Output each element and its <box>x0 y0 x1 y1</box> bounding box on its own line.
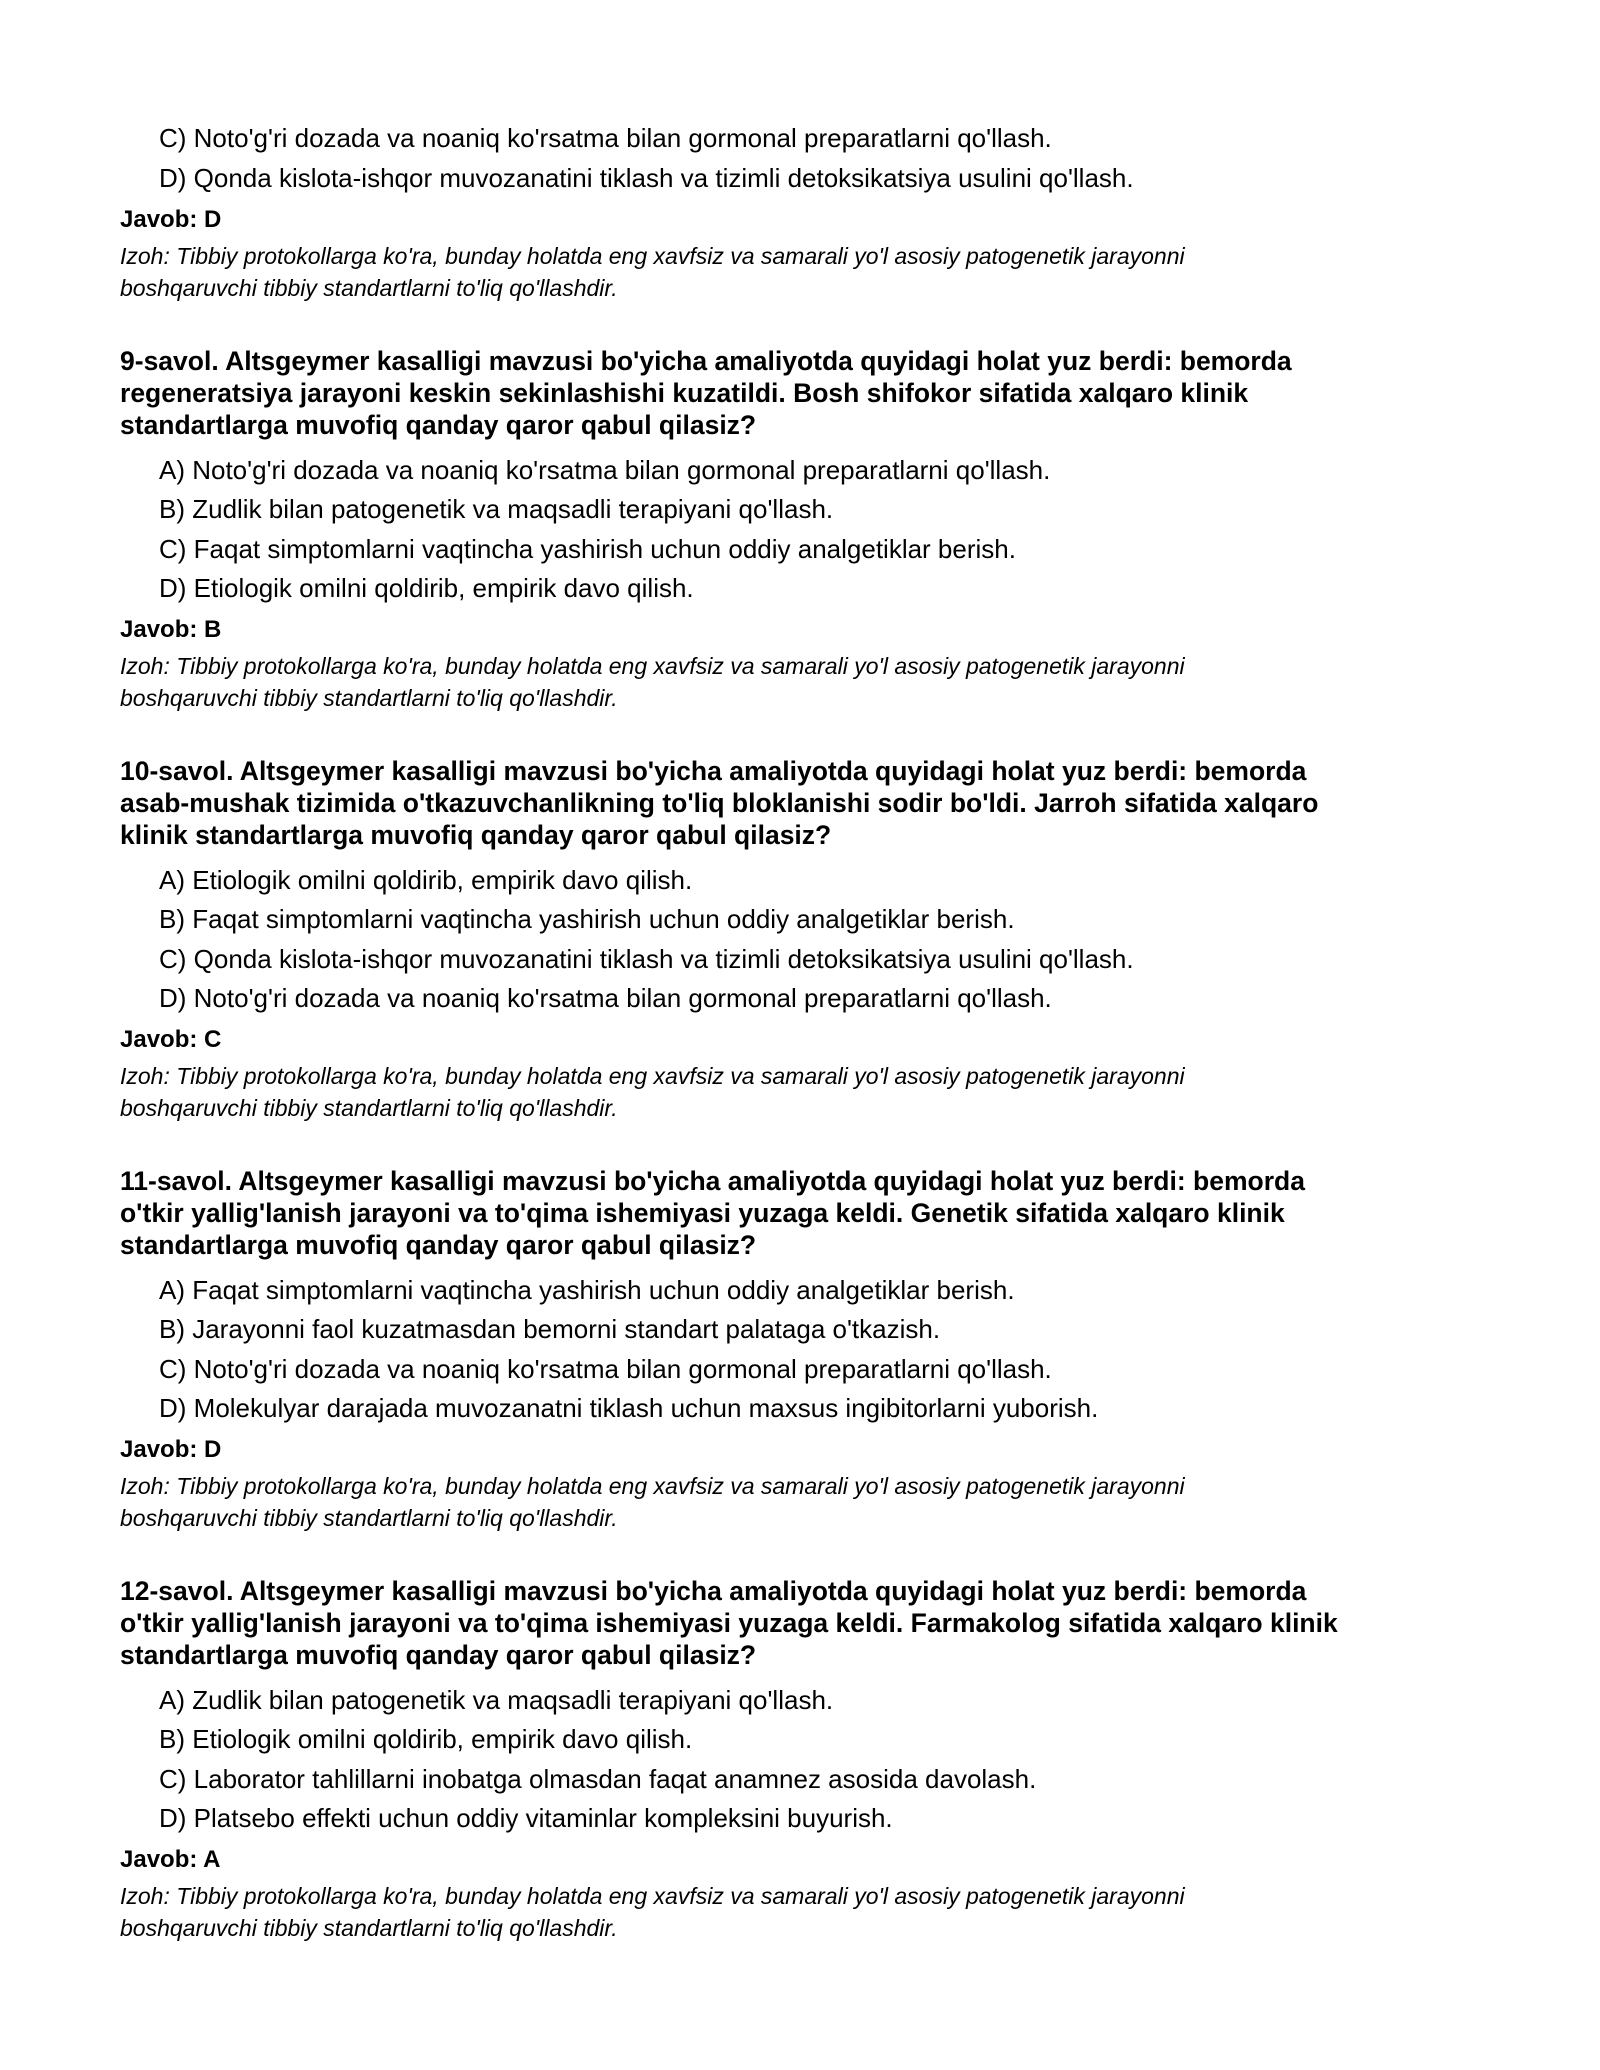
explanation-note <box>120 1880 1460 1944</box>
question-12-text <box>120 1575 1520 1671</box>
option-a: A) Zudlik bilan patogenetik va maqsadli terapiyani qo'llash. <box>159 1685 834 1715</box>
explanation-note <box>120 650 1460 714</box>
explanation-line: Izoh: Tibbiy protokollarga ko'ra, bunday holatda eng xavfsiz va samarali yo'l asosiy patogenetik jarayonni <box>120 1473 1185 1499</box>
answer-label: Javob: A <box>120 1846 221 1873</box>
answer-label: Javob: B <box>120 616 222 643</box>
question-line: 12-savol. Altsgeymer kasalligi mavzusi bo'yicha amaliyotda quyidagi holat yuz berdi: bemorda <box>120 1576 1307 1606</box>
option-a: A) Faqat simptomlarni vaqtincha yashirish uchun oddiy analgetiklar berish. <box>159 1275 1015 1305</box>
explanation-line: boshqaruvchi tibbiy standartlarni to'liq qo'llashdir. <box>120 275 618 301</box>
explanation-line: boshqaruvchi tibbiy standartlarni to'liq qo'llashdir. <box>120 1095 618 1121</box>
explanation-line: boshqaruvchi tibbiy standartlarni to'liq qo'llashdir. <box>120 685 618 711</box>
option-d: D) Platsebo effekti uchun oddiy vitaminlar kompleksini buyurish. <box>159 1803 893 1833</box>
answer-label: Javob: D <box>120 206 222 233</box>
option-a: A) Noto'g'ri dozada va noaniq ko'rsatma bilan gormonal preparatlarni qo'llash. <box>159 455 1051 485</box>
option-d: D) Qonda kislota-ishqor muvozanatini tiklash va tizimli detoksikatsiya usulini qo'llash. <box>159 163 1134 193</box>
question-11-text <box>120 1165 1520 1261</box>
question-9-text <box>120 345 1520 441</box>
option-c: C) Laborator tahlillarni inobatga olmasdan faqat anamnez asosida davolash. <box>159 1764 1037 1794</box>
explanation-line: Izoh: Tibbiy protokollarga ko'ra, bunday holatda eng xavfsiz va samarali yo'l asosiy patogenetik jarayonni <box>120 1883 1185 1909</box>
explanation-note <box>120 1470 1460 1534</box>
explanation-note <box>120 240 1460 304</box>
explanation-line: Izoh: Tibbiy protokollarga ko'ra, bunday holatda eng xavfsiz va samarali yo'l asosiy patogenetik jarayonni <box>120 1063 1185 1089</box>
option-c: C) Noto'g'ri dozada va noaniq ko'rsatma bilan gormonal preparatlarni qo'llash. <box>159 1354 1052 1384</box>
option-d: D) Molekulyar darajada muvozanatni tiklash uchun maxsus ingibitorlarni yuborish. <box>159 1393 1099 1423</box>
answer-label: Javob: C <box>120 1026 222 1053</box>
question-10-text <box>120 755 1520 851</box>
question-line: standartlarga muvofiq qanday qaror qabul qilasiz? <box>120 1230 757 1260</box>
question-line: klinik standartlarga muvofiq qanday qaror qabul qilasiz? <box>120 820 832 850</box>
explanation-line: boshqaruvchi tibbiy standartlarni to'liq qo'llashdir. <box>120 1915 618 1941</box>
question-line: 9-savol. Altsgeymer kasalligi mavzusi bo'yicha amaliyotda quyidagi holat yuz berdi: bemorda <box>120 346 1292 376</box>
option-b: B) Etiologik omilni qoldirib, empirik davo qilish. <box>159 1724 693 1754</box>
question-line: regeneratsiya jarayoni keskin sekinlashishi kuzatildi. Bosh shifokor sifatida xalqaro klinik <box>120 378 1249 408</box>
explanation-line: boshqaruvchi tibbiy standartlarni to'liq qo'llashdir. <box>120 1505 618 1531</box>
explanation-line: Izoh: Tibbiy protokollarga ko'ra, bunday holatda eng xavfsiz va samarali yo'l asosiy patogenetik jarayonni <box>120 653 1185 679</box>
question-line: 11-savol. Altsgeymer kasalligi mavzusi bo'yicha amaliyotda quyidagi holat yuz berdi: bemorda <box>120 1166 1305 1196</box>
option-b: B) Zudlik bilan patogenetik va maqsadli terapiyani qo'llash. <box>159 494 834 524</box>
question-line: asab-mushak tizimida o'tkazuvchanlikning to'liq bloklanishi sodir bo'ldi. Jarroh sifatida xalqaro <box>120 788 1319 818</box>
option-b: B) Jarayonni faol kuzatmasdan bemorni standart palataga o'tkazish. <box>159 1314 941 1344</box>
question-line: o'tkir yallig'lanish jarayoni va to'qima ishemiyasi yuzaga keldi. Genetik sifatida xalqaro klinik <box>120 1198 1285 1228</box>
answer-label: Javob: D <box>120 1436 222 1463</box>
question-line: standartlarga muvofiq qanday qaror qabul qilasiz? <box>120 1640 757 1670</box>
question-line: o'tkir yallig'lanish jarayoni va to'qima ishemiyasi yuzaga keldi. Farmakolog sifatida xalqaro klinik <box>120 1608 1338 1638</box>
option-d: D) Noto'g'ri dozada va noaniq ko'rsatma bilan gormonal preparatlarni qo'llash. <box>159 983 1052 1013</box>
option-c: C) Faqat simptomlarni vaqtincha yashirish uchun oddiy analgetiklar berish. <box>159 534 1016 564</box>
explanation-line: Izoh: Tibbiy protokollarga ko'ra, bunday holatda eng xavfsiz va samarali yo'l asosiy patogenetik jarayonni <box>120 243 1185 269</box>
explanation-note <box>120 1060 1460 1124</box>
option-d: D) Etiologik omilni qoldirib, empirik davo qilish. <box>159 573 694 603</box>
option-a: A) Etiologik omilni qoldirib, empirik davo qilish. <box>159 865 693 895</box>
option-c: C) Qonda kislota-ishqor muvozanatini tiklash va tizimli detoksikatsiya usulini qo'llash. <box>159 944 1134 974</box>
question-line: standartlarga muvofiq qanday qaror qabul qilasiz? <box>120 410 757 440</box>
question-line: 10-savol. Altsgeymer kasalligi mavzusi bo'yicha amaliyotda quyidagi holat yuz berdi: bemorda <box>120 756 1307 786</box>
option-c: C) Noto'g'ri dozada va noaniq ko'rsatma bilan gormonal preparatlarni qo'llash. <box>159 123 1052 153</box>
option-b: B) Faqat simptomlarni vaqtincha yashirish uchun oddiy analgetiklar berish. <box>159 904 1015 934</box>
